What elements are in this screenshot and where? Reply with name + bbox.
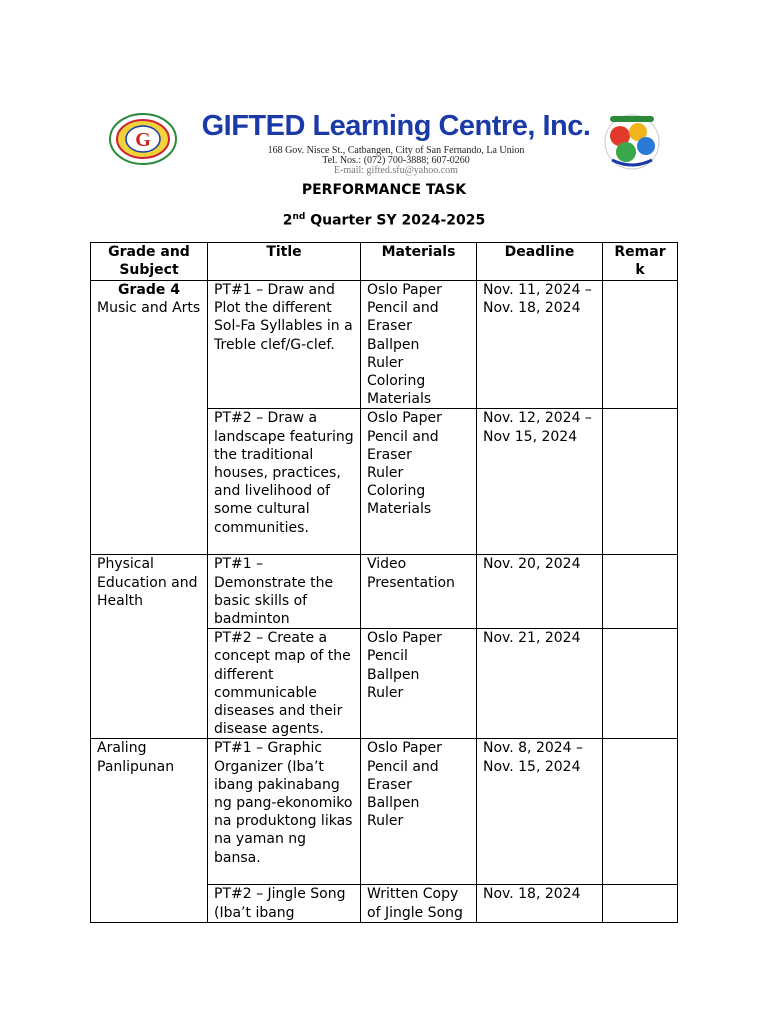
subject-cell — [91, 739, 208, 922]
school-phone: Tel. Nos.: (072) 700-3888; 607-0260 — [322, 155, 470, 166]
school-address: 168 Gov. Nisce St., Catbangen, City of San Fernando, La Union — [267, 145, 525, 156]
task-deadline: Nov. 21, 2024 — [477, 629, 603, 739]
subject-cell — [91, 281, 208, 555]
table-header-row — [91, 243, 678, 281]
school-name: GIFTED Learning Centre, Inc. — [201, 110, 591, 142]
svg-text:G: G — [135, 129, 151, 151]
task-materials: Oslo Paper Pencil and Eraser Ballpen Ruler — [361, 739, 477, 885]
task-title: PT#1 – Demonstrate the basic skills of badminton — [208, 555, 361, 629]
task-remarks — [603, 281, 678, 409]
task-title: PT#2 – Jingle Song (Iba’t ibang — [208, 885, 361, 922]
task-title: PT#2 – Create a concept map of the different communicable diseases and their disease agents. — [208, 629, 361, 739]
task-title: PT#1 – Draw and Plot the different Sol-Fa Syllables in a Treble clef/G-clef. — [208, 281, 361, 409]
task-materials: Oslo Paper Pencil and Eraser Ballpen Ruler Coloring Materials — [361, 281, 477, 409]
subject-cell — [91, 555, 208, 739]
task-materials: Oslo Paper Pencil Ballpen Ruler — [361, 629, 477, 739]
task-deadline: Nov. 8, 2024 – Nov. 15, 2024 — [477, 739, 603, 885]
header-materials: Materials — [361, 243, 477, 281]
table-row — [91, 739, 678, 885]
task-materials: Video Presentation — [361, 555, 477, 629]
header-title: Title — [208, 243, 361, 281]
task-remarks — [603, 409, 678, 555]
performance-task-table — [90, 242, 678, 923]
header-remarks: Remar k — [603, 243, 678, 281]
task-deadline: Nov. 18, 2024 — [477, 885, 603, 922]
subject-name: Music and Arts — [97, 300, 201, 317]
table-row — [91, 555, 678, 629]
document-title: PERFORMANCE TASK — [301, 182, 467, 198]
task-deadline: Nov. 11, 2024 – Nov. 18, 2024 — [477, 281, 603, 409]
task-remarks — [603, 629, 678, 739]
letterhead — [100, 104, 670, 176]
subject-name: Physical Education and Health — [97, 556, 198, 609]
school-emblem-logo — [598, 112, 666, 170]
header-grade-subject: Grade and Subject — [91, 243, 208, 281]
school-email: E-mail: gifted.sfu@yahoo.com — [334, 165, 458, 176]
table-row — [91, 281, 678, 409]
header-deadline: Deadline — [477, 243, 603, 281]
document-subtitle: 2nd Quarter SY 2024-2025 — [282, 212, 486, 229]
gifted-seal-logo — [108, 112, 178, 166]
task-remarks — [603, 555, 678, 629]
task-title: PT#1 – Graphic Organizer (Iba’t ibang pakinabang ng pang-ekonomiko na produktong likas na yaman ng bansa. — [208, 739, 361, 885]
task-materials: Oslo Paper Pencil and Eraser Ruler Coloring Materials — [361, 409, 477, 555]
task-remarks — [603, 739, 678, 885]
task-deadline: Nov. 20, 2024 — [477, 555, 603, 629]
task-materials: Written Copy of Jingle Song — [361, 885, 477, 922]
task-title: PT#2 – Draw a landscape featuring the traditional houses, practices, and livelihood of some cultural communities. — [208, 409, 361, 555]
task-deadline: Nov. 12, 2024 – Nov 15, 2024 — [477, 409, 603, 555]
grade-label: Grade 4 — [118, 282, 180, 298]
subject-name: Araling Panlipunan — [97, 740, 175, 775]
task-remarks — [603, 885, 678, 922]
